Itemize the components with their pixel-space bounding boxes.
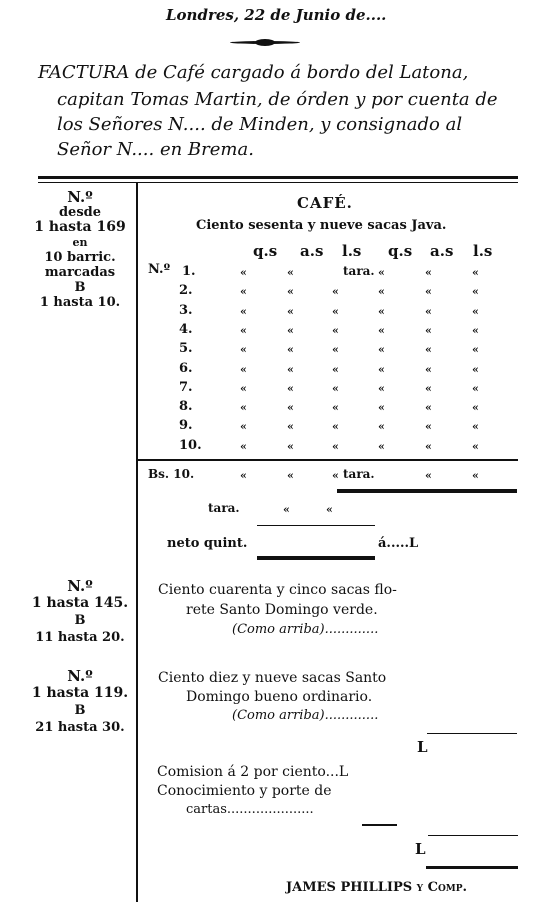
cafe-title: CAFÉ. — [297, 194, 353, 212]
ditto-mark: « — [425, 304, 432, 318]
dateline: Londres, 22 de Junio de.... — [166, 6, 387, 24]
tara-label-2: tara. — [343, 467, 375, 481]
ditto-mark: « — [425, 401, 432, 415]
ditto-mark: « — [287, 362, 294, 376]
conocimiento-line2: cartas..................... — [186, 802, 314, 817]
ditto-mark: « — [287, 304, 294, 318]
item3-line2: Domingo bueno ordinario. — [186, 689, 373, 705]
marks-block-3 — [30, 668, 130, 736]
ditto-mark: « — [332, 439, 339, 453]
signature: JAMES PHILLIPS y Comp. — [286, 880, 468, 895]
row-number: 9. — [179, 418, 193, 434]
ditto-mark: « — [472, 304, 479, 318]
thick-rule — [337, 489, 517, 493]
tara-label: tara. — [343, 264, 375, 278]
ditto-mark: « — [240, 439, 247, 453]
marks-line: 1 hasta 145. — [31, 595, 129, 611]
ditto-mark: « — [425, 266, 432, 279]
item3-line3: (Como arriba)............. — [232, 708, 379, 723]
marks-line: 21 hasta 30. — [35, 720, 125, 735]
ditto-mark: « — [332, 304, 339, 318]
ditto-mark: « — [425, 285, 432, 299]
ditto-mark: « — [240, 323, 247, 337]
col-header: a.s — [430, 242, 454, 260]
marks-line: 11 hasta 20. — [35, 630, 125, 645]
neto-rate: á.....L — [378, 536, 419, 551]
ditto-mark: « — [332, 343, 339, 357]
marks-line: B — [74, 613, 86, 628]
ditto-mark: « — [287, 381, 294, 395]
ditto-mark: « — [472, 343, 479, 357]
table-top-rule-thin — [38, 182, 518, 183]
bs-label: Bs. 10. — [148, 467, 195, 481]
ditto-mark: « — [378, 266, 385, 279]
row-number: 7. — [179, 379, 193, 395]
row-number: 1. — [182, 264, 196, 279]
table-top-rule — [38, 176, 518, 179]
ditto-mark: « — [425, 469, 432, 482]
ditto-mark: « — [240, 285, 247, 299]
marks-no: N.º — [67, 188, 93, 206]
col-header: l.s — [342, 242, 362, 260]
col-header: q.s — [388, 242, 413, 260]
final-rule — [426, 866, 518, 869]
ditto-mark: « — [283, 503, 290, 516]
ditto-mark: « — [240, 343, 247, 357]
ditto-mark: « — [378, 420, 385, 434]
ditto-mark: « — [287, 285, 294, 299]
ditto-mark: « — [425, 362, 432, 376]
row-block-rule — [137, 459, 518, 461]
tara-label-3: tara. — [208, 501, 240, 515]
ditto-mark: « — [378, 401, 385, 415]
column-divider — [136, 182, 138, 902]
ditto-mark: « — [326, 503, 333, 516]
ditto-mark: « — [378, 285, 385, 299]
ditto-mark: « — [378, 381, 385, 395]
thin-rule — [257, 525, 375, 526]
ditto-mark: « — [425, 323, 432, 337]
marks-line: marcadas — [44, 265, 116, 280]
item3-line1: Ciento diez y nueve sacas Santo — [158, 670, 387, 686]
row-number: 10. — [179, 437, 202, 453]
marks-line: en — [72, 236, 88, 249]
sub-rule — [362, 824, 397, 826]
ditto-mark: « — [332, 285, 339, 299]
title-line-2: capitan Tomas Martin, de órden y por cuenta de — [57, 89, 498, 110]
marks-line: 10 barric. — [44, 250, 116, 265]
marks-no: N.º — [67, 577, 93, 595]
thick-rule-2 — [257, 556, 375, 560]
ditto-mark: « — [378, 362, 385, 376]
marks-line: 1 hasta 10. — [39, 295, 121, 310]
ditto-mark: « — [287, 266, 294, 279]
ditto-mark: « — [472, 285, 479, 299]
title-line-1: FACTURA de Café cargado á bordo del Latona, — [38, 62, 469, 83]
ditto-mark: « — [287, 401, 294, 415]
ditto-mark: « — [240, 381, 247, 395]
cafe-subtitle: Ciento sesenta y nueve sacas Java. — [196, 218, 447, 233]
total-l-2: L — [415, 840, 426, 858]
ditto-mark: « — [472, 401, 479, 415]
ditto-mark: « — [332, 381, 339, 395]
marks-block-2 — [30, 578, 130, 646]
marks-block-1 — [30, 190, 130, 310]
ditto-mark: « — [240, 362, 247, 376]
ditto-mark: « — [287, 469, 294, 482]
marks-line: 1 hasta 119. — [31, 685, 129, 701]
ditto-mark: « — [287, 343, 294, 357]
title-line-3: los Señores N.... de Minden, y consignado al — [57, 114, 463, 135]
row-number: 2. — [179, 283, 193, 299]
row-number: 4. — [179, 321, 193, 337]
marks-line: desde — [58, 205, 102, 220]
ditto-mark: « — [378, 343, 385, 357]
ditto-mark: « — [472, 362, 479, 376]
ditto-mark: « — [472, 323, 479, 337]
conocimiento-line1: Conocimiento y porte de — [157, 783, 332, 799]
item2-line3: (Como arriba)............. — [232, 622, 379, 637]
marks-line: 1 hasta 169 — [34, 219, 126, 235]
ditto-mark: « — [378, 304, 385, 318]
title-line-4: Señor N.... en Brema. — [57, 139, 254, 160]
ditto-mark: « — [378, 323, 385, 337]
ditto-mark: « — [332, 362, 339, 376]
col-header: l.s — [473, 242, 493, 260]
ditto-mark: « — [240, 401, 247, 415]
ditto-mark: « — [240, 304, 247, 318]
item2-line2: rete Santo Domingo verde. — [186, 602, 378, 618]
ditto-mark: « — [425, 343, 432, 357]
ditto-mark: « — [425, 381, 432, 395]
ditto-mark: « — [378, 439, 385, 453]
ditto-mark: « — [472, 266, 479, 279]
ditto-mark: « — [240, 420, 247, 434]
ditto-mark: « — [425, 439, 432, 453]
ditto-mark: « — [472, 381, 479, 395]
marks-no: N.º — [67, 667, 93, 685]
row-number: 3. — [179, 302, 193, 318]
comision-line: Comision á 2 por ciento...L — [157, 764, 349, 780]
row-prefix: N.º — [148, 262, 171, 277]
ditto-mark: « — [332, 323, 339, 337]
ditto-mark: « — [472, 420, 479, 434]
sub-rule-2 — [428, 835, 518, 836]
ditto-mark: « — [287, 439, 294, 453]
neto-label: neto quint. — [167, 536, 248, 551]
ditto-mark: « — [240, 266, 247, 279]
ditto-mark: « — [332, 401, 339, 415]
item2-line1: Ciento cuarenta y cinco sacas flo- — [158, 582, 397, 598]
ditto-mark: « — [287, 420, 294, 434]
col-header: a.s — [300, 242, 324, 260]
ditto-mark: « — [472, 469, 479, 482]
total-l-1: L — [417, 738, 428, 756]
row-number: 6. — [179, 360, 193, 376]
col-header: q.s — [253, 242, 278, 260]
ditto-mark: « — [332, 469, 339, 482]
ditto-mark: « — [472, 439, 479, 453]
ditto-mark: « — [332, 420, 339, 434]
row-number: 8. — [179, 399, 193, 415]
ditto-mark: « — [287, 323, 294, 337]
ornament-rule-center — [255, 39, 275, 46]
ditto-mark: « — [240, 469, 247, 482]
ditto-mark: « — [425, 420, 432, 434]
row-number: 5. — [179, 341, 193, 357]
marks-line: B — [74, 703, 86, 718]
marks-line: B — [74, 280, 86, 295]
total-rule — [427, 733, 517, 734]
